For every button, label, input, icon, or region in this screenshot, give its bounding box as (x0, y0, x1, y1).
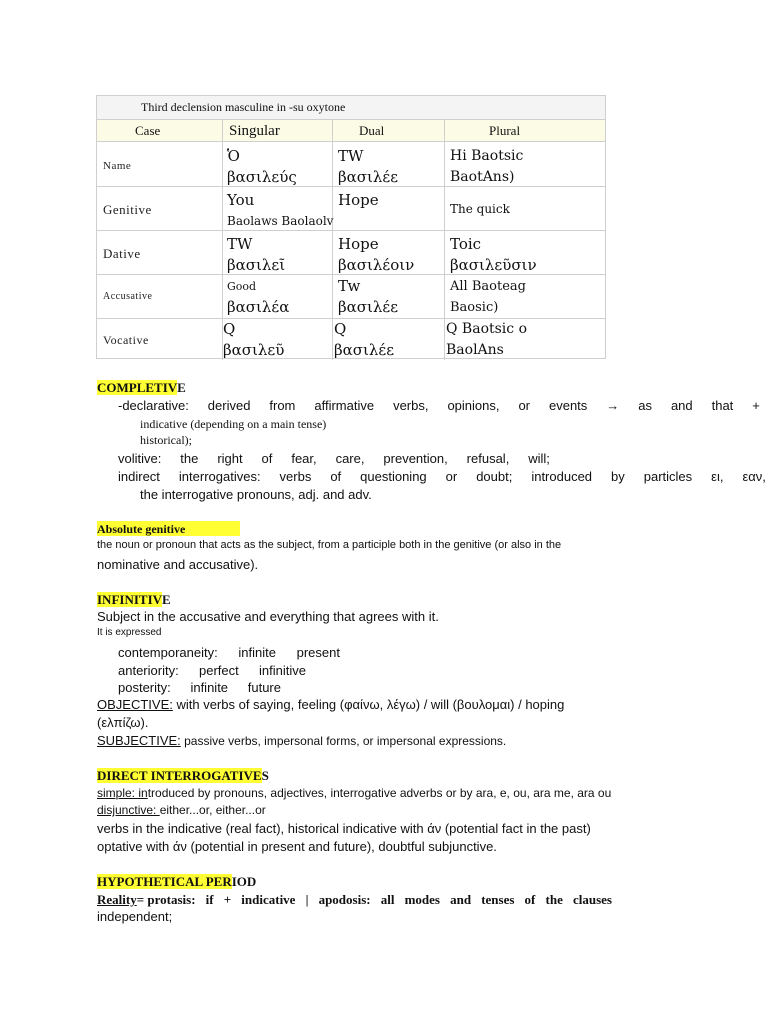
word: tenses (481, 892, 515, 907)
direct-interrogatives-line-4: optative with άν (potential in present and future), doubtful subjunctive. (97, 839, 497, 854)
reality-line (97, 892, 612, 908)
word: that (711, 398, 734, 413)
word: affirmative (314, 398, 375, 413)
word: anteriority: (118, 663, 179, 678)
anteriority-line (118, 663, 306, 678)
declarative-line-2: indicative (depending on a main tense) (140, 417, 327, 431)
word: and (450, 892, 472, 907)
word: the (180, 451, 199, 466)
word: + (752, 398, 760, 413)
table-header-row (97, 120, 605, 142)
absolute-genitive-line-1: the noun or pronoun that acts as the subject, from a participle both in the genitive (or also in the (97, 539, 562, 551)
word: if (205, 892, 214, 907)
word: contemporaneity: (118, 645, 218, 660)
cell-plural: The quick (450, 202, 510, 216)
cell-dual: Hope βασιλέοιν (338, 235, 415, 274)
word: modes (404, 892, 440, 907)
word: verbs, (393, 398, 429, 413)
cell-singular: Ὁ βασιλεύς (227, 147, 297, 186)
infinitive-line-1: Subject in the accusative and everything that agrees with it. (97, 609, 439, 624)
table-title: Third declension masculine in -su oxytone (141, 100, 346, 114)
cell-dual: TW βασιλέε (338, 147, 398, 186)
word: of (261, 451, 273, 466)
word: infinite (238, 645, 276, 660)
word: infinite (190, 680, 229, 695)
word: care, (335, 451, 365, 466)
cell-singular: You Baolaws Baolaolv (227, 191, 334, 228)
word: refusal, (466, 451, 510, 466)
contemporaneity-line (118, 645, 340, 660)
word: of (330, 469, 342, 484)
volitive-line (118, 451, 550, 466)
direct-interrogatives-heading: DIRECT INTERROGATIVES (97, 768, 269, 783)
completive-heading: COMPLETIVE (97, 380, 186, 395)
column-divider (332, 120, 333, 360)
disjunctive-line: disjunctive: either...or, either...or (97, 803, 266, 817)
word: → (606, 398, 620, 413)
header-case: Case (135, 123, 161, 138)
absolute-genitive-heading: Absolute genitive (97, 522, 186, 536)
infinitive-heading: INFINITIVE (97, 592, 171, 607)
word: introduced (531, 469, 593, 484)
header-singular: Singular (229, 123, 280, 139)
word: infinitive (259, 663, 306, 678)
word: prevention, (383, 451, 448, 466)
word: all (380, 892, 395, 907)
simple-line: simple: introduced by pronouns, adjectives, interrogative adverbs or by ara, e, ou, ara me, ara ou (97, 786, 612, 800)
word: indirect (118, 469, 160, 484)
objective-label: OBJECTIVE: (97, 697, 173, 712)
word: opinions, (447, 398, 500, 413)
header-dual: Dual (359, 123, 385, 138)
word: interrogatives: (178, 469, 261, 484)
case-label: Genitive (103, 202, 152, 217)
simple-label: simple: in (97, 786, 148, 800)
cell-singular: Q βασιλεῦ (223, 320, 285, 359)
word: clauses (572, 892, 612, 907)
word: Reality= protasis: (97, 892, 196, 907)
word: fear, (291, 451, 317, 466)
case-label: Vocative (103, 333, 149, 347)
word: apodosis: (318, 892, 371, 907)
absolute-genitive-line-2: nominative and accusative). (97, 557, 259, 572)
word: as (638, 398, 652, 413)
word: events (548, 398, 588, 413)
word: posterity: (118, 680, 171, 695)
column-divider (444, 120, 445, 360)
declarative-line (118, 398, 760, 413)
cell-dual: Tw βασιλέε (338, 277, 398, 316)
word: volitive: (118, 451, 162, 466)
word: from (269, 398, 296, 413)
word: | (305, 892, 309, 907)
case-label: Accusative (103, 291, 153, 302)
declarative-line-3: historical); (140, 433, 192, 447)
word: will; (528, 451, 550, 466)
cell-singular: TW βασιλεῖ (227, 235, 286, 274)
hypothetical-heading: HYPOTHETICAL PERIOD (97, 874, 257, 889)
word: derived (207, 398, 251, 413)
infinitive-line-2: It is expressed (97, 627, 162, 638)
word: ει, (711, 469, 724, 484)
case-label: Dative (103, 246, 141, 261)
word: -declarative: (118, 398, 189, 413)
word: present (296, 645, 340, 660)
table-title-row (97, 96, 605, 120)
cell-singular: Good βασιλέα (227, 280, 290, 316)
objective-line: OBJECTIVE: with verbs of saying, feeling (φαίνω, λέγω) / will (βουλομαι) / hoping (97, 697, 565, 712)
indirect-interrogatives-line-2: the interrogative pronouns, adj. and adv. (140, 487, 372, 502)
objective-line-2: (ελπίζω). (97, 715, 149, 730)
word: particles (643, 469, 693, 484)
cell-plural: Hi Baotsic BaotAns) (450, 148, 524, 185)
cell-plural: Toic βασιλεῦσιν (450, 235, 537, 274)
word: indicative (241, 892, 296, 907)
word: εαν, (742, 469, 766, 484)
word: the (545, 892, 563, 907)
direct-interrogatives-line-3: verbs in the indicative (real fact), historical indicative with άν (potential fact in the past) (97, 821, 591, 836)
cell-dual: Q βασιλέε (334, 320, 394, 359)
word: and (670, 398, 693, 413)
word: right (217, 451, 243, 466)
posterity-line (118, 680, 281, 695)
cell-dual: Hope (338, 191, 379, 209)
word: + (223, 892, 232, 907)
declension-table (96, 95, 606, 359)
row-divider (97, 230, 605, 231)
disjunctive-label: disjunctive: (97, 803, 160, 817)
cell-plural: All Baoteag Baosic) (450, 279, 526, 315)
word: or (518, 398, 531, 413)
hypothetical-line-2: independent; (97, 909, 173, 924)
word: of (524, 892, 536, 907)
subjective-line: SUBJECTIVE: passive verbs, impersonal forms, or impersonal expressions. (97, 733, 507, 748)
word: perfect (198, 663, 239, 678)
word: verbs (279, 469, 312, 484)
word: or (445, 469, 458, 484)
subjective-label: SUBJECTIVE: (97, 733, 181, 748)
word: questioning (360, 469, 427, 484)
indirect-interrogatives-line (118, 469, 766, 484)
cell-plural: Q Baotsic o BaolAns (446, 321, 527, 358)
case-label: Name (103, 160, 132, 172)
header-plural: Plural (489, 123, 521, 138)
word: by (611, 469, 625, 484)
word: future (247, 680, 281, 695)
word: doubt; (476, 469, 513, 484)
